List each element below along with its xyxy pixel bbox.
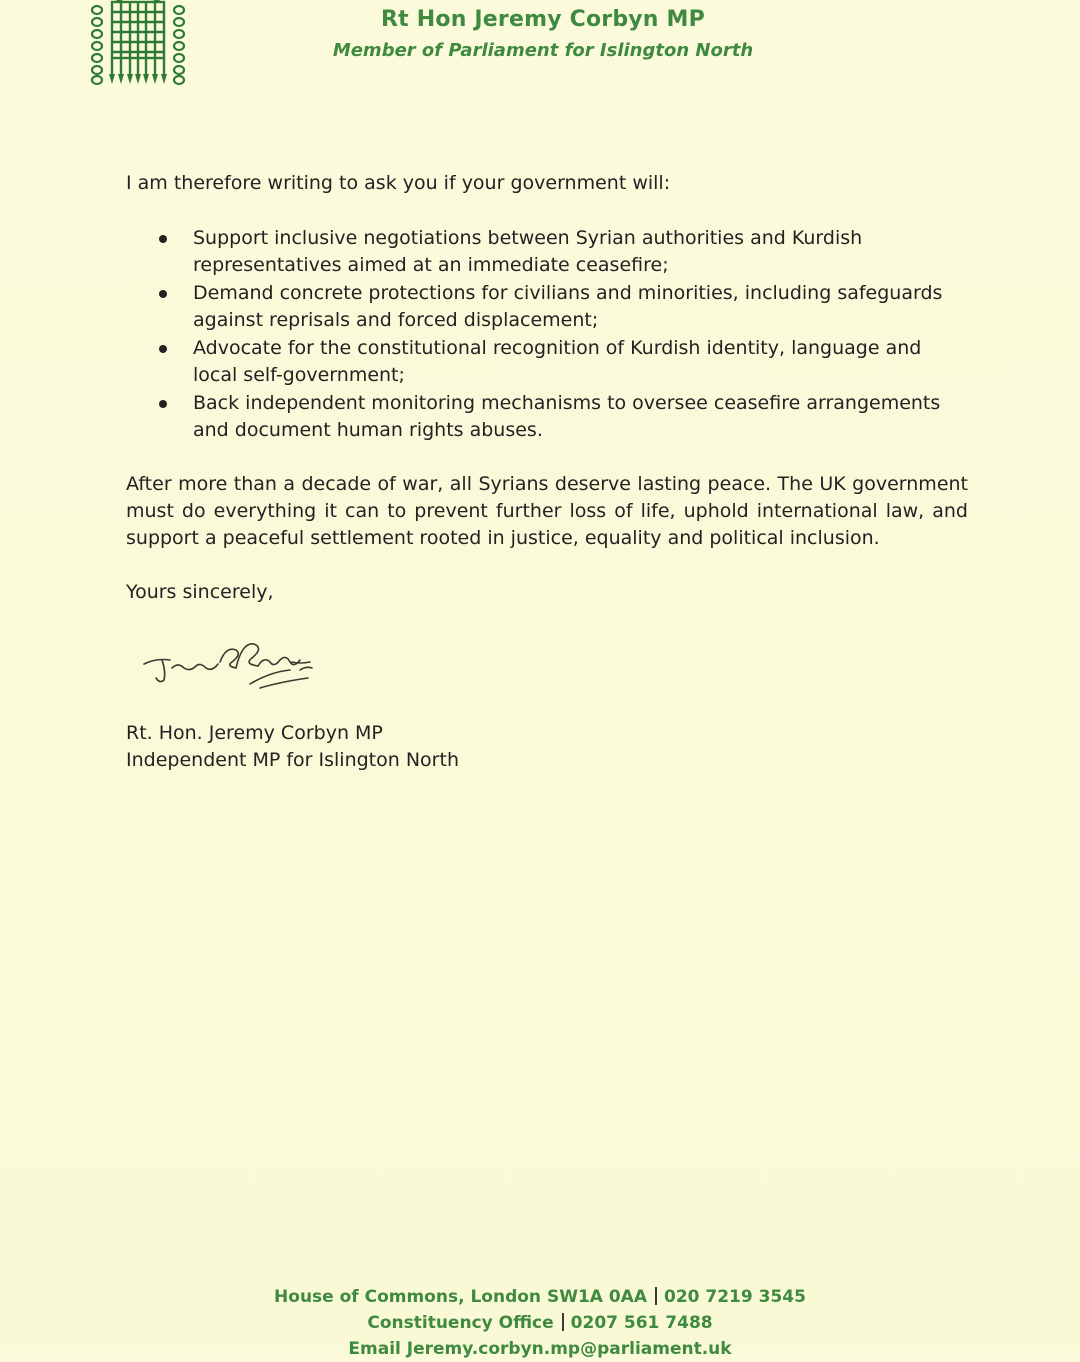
list-item-text: Back independent monitoring mechanisms to oversee ceasefire arrangements and document human rights abuses. (193, 392, 941, 441)
footer-line-constituency (0, 1310, 1080, 1336)
signatory-title: Independent MP for Islington North (126, 749, 459, 771)
bullet-icon (159, 400, 167, 408)
list-item-text: Demand concrete protections for civilians and minorities, including safeguards against reprisals and forced displacement; (193, 282, 943, 331)
list-item (126, 335, 968, 389)
footer-line-commons (0, 1284, 1080, 1310)
letterhead-subtitle: Member of Parliament for Islington North (332, 40, 754, 61)
bullet-icon (159, 290, 167, 298)
intro-text: I am therefore writing to ask you if your government will: (126, 172, 671, 194)
handwritten-signature (140, 632, 330, 696)
footer-email: Email Jeremy.corbyn.mp@parliament.uk (348, 1339, 732, 1359)
closing-paragraph: After more than a decade of war, all Syrians deserve lasting peace. The UK government must do everything it can to prevent further loss of life, uphold international law, and support a peaceful settlement rooted in justice, equality and political inclusion. (126, 473, 968, 549)
list-item-text: Support inclusive negotiations between Syrian authorities and Kurdish representatives aimed at an immediate ceasefire; (193, 227, 863, 276)
list-item (126, 225, 968, 279)
letterhead-name: Rt Hon Jeremy Corbyn MP (381, 7, 705, 32)
list-item (126, 280, 968, 334)
portcullis-icon (86, 0, 190, 90)
list-item-text: Advocate for the constitutional recognition of Kurdish identity, language and local self-government; (193, 337, 922, 386)
separator-bar (562, 1313, 564, 1331)
letterhead (300, 4, 786, 66)
letter-footer (0, 1284, 1080, 1362)
footer-address: House of Commons, London SW1A 0AA (274, 1287, 647, 1307)
footer-constituency-label: Constituency Office (367, 1313, 554, 1333)
footer-commons-phone: 020 7219 3545 (664, 1287, 806, 1307)
footer-constituency-phone: 0207 561 7488 (570, 1313, 713, 1333)
separator-bar (655, 1287, 657, 1305)
bullet-icon (159, 235, 167, 243)
list-item (126, 390, 968, 444)
valediction: Yours sincerely, (126, 581, 274, 603)
request-list (126, 225, 968, 444)
signatory-name: Rt. Hon. Jeremy Corbyn MP (126, 722, 383, 744)
sign-off-block (126, 720, 459, 774)
bullet-icon (159, 345, 167, 353)
letter-body (126, 170, 968, 606)
